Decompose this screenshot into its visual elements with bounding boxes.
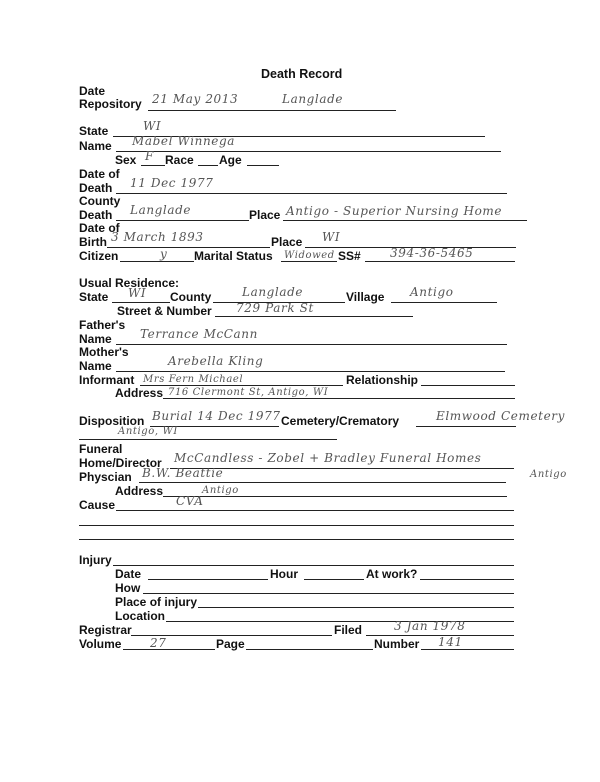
injury-label: Injury	[79, 553, 112, 567]
residence-state-value: WI	[128, 286, 147, 300]
page-title: Death Record	[261, 67, 343, 81]
residence-county-label: County	[170, 290, 212, 304]
cemetery-line	[416, 426, 516, 427]
cemetery-value: Elmwood Cemetery	[436, 409, 565, 423]
citizen-label: Citizen	[79, 249, 119, 263]
sex-value: F	[145, 149, 154, 163]
place-of-birth-label: Place	[271, 235, 303, 249]
cause-line-3	[79, 539, 514, 540]
street-number-label: Street & Number	[117, 304, 212, 318]
date-of-birth-label-2: Birth	[79, 235, 107, 249]
date-of-death-line	[116, 193, 507, 194]
page-line	[246, 649, 373, 650]
at-work-label: At work?	[366, 567, 418, 581]
mother-name-value: Arebella Kling	[168, 354, 264, 368]
name-label: Name	[79, 139, 112, 153]
cause-line-1	[116, 510, 514, 511]
informant-label: Informant	[79, 373, 135, 387]
county-death-label: Death	[79, 208, 113, 222]
street-value: 729 Park St	[236, 301, 314, 315]
date-label: Date	[79, 84, 106, 98]
relationship-label: Relationship	[346, 373, 419, 387]
physician-value: B.W. Beattie	[142, 466, 224, 480]
residence-state-line	[112, 302, 170, 303]
cause-line-2	[79, 525, 514, 526]
state-label: State	[79, 124, 109, 138]
place-of-birth-value: WI	[322, 230, 341, 244]
age-line	[247, 165, 279, 166]
repository-line	[148, 110, 396, 111]
county-of-death-value: Langlade	[130, 203, 192, 217]
name-line	[116, 151, 501, 152]
sex-label: Sex	[115, 153, 137, 167]
hour-label: Hour	[270, 567, 298, 581]
how-label: How	[115, 581, 141, 595]
informant-value: Mrs Fern Michael	[143, 374, 244, 385]
place-of-injury-label: Place of injury	[115, 595, 198, 609]
age-label: Age	[219, 153, 242, 167]
residence-state-label: State	[79, 290, 109, 304]
relationship-line	[421, 385, 515, 386]
informant-address-value: 716 Clermont St, Antigo, WI	[168, 387, 329, 398]
cause-label: Cause	[79, 498, 116, 512]
physician-address-label: Address	[115, 484, 164, 498]
disposition-line-2	[79, 439, 337, 440]
village-value: Antigo	[410, 285, 454, 299]
disposition-label: Disposition	[79, 414, 145, 428]
date-of-death-label-2: Death	[79, 181, 113, 195]
number-label: Number	[374, 637, 420, 651]
marital-status-value: Widowed	[284, 250, 335, 261]
marital-status-label: Marital Status	[194, 249, 273, 263]
street-number-line	[215, 316, 413, 317]
volume-label: Volume	[79, 637, 122, 651]
funeral-place-value: Antigo	[530, 469, 567, 480]
repository-label: Repository	[79, 97, 142, 111]
state-value: WI	[143, 119, 162, 133]
cause-value: CVA	[176, 494, 204, 508]
volume-value: 27	[150, 636, 167, 650]
injury-date-line	[148, 579, 268, 580]
name-value: Mabel Winnega	[132, 134, 236, 148]
county-label: County	[79, 194, 121, 208]
ss-value: 394-36-5465	[390, 246, 474, 260]
citizen-line	[120, 261, 194, 262]
date-of-death-value: 11 Dec 1977	[130, 176, 214, 190]
sex-line	[141, 165, 165, 166]
village-line	[391, 302, 497, 303]
how-line	[143, 593, 514, 594]
funeral-home-value: McCandless - Zobel + Bradley Funeral Homes	[174, 451, 482, 465]
date-of-birth-value: 3 March 1893	[111, 230, 204, 244]
county-death-line	[116, 220, 249, 221]
funeral-label: Funeral	[79, 442, 123, 456]
father-name-value: Terrance McCann	[140, 327, 258, 341]
hour-line	[304, 579, 364, 580]
physician-address-value: Antigo	[202, 485, 239, 496]
home-director-label: Home/Director	[79, 456, 162, 470]
at-work-line	[420, 579, 514, 580]
residence-county-value: Langlade	[242, 285, 304, 299]
location-label: Location	[115, 609, 165, 623]
place-of-death-line	[283, 220, 527, 221]
physician-label: Physcian	[79, 470, 132, 484]
date-of-death-label-1: Date of	[79, 167, 120, 181]
physician-line	[139, 482, 506, 483]
number-line	[421, 649, 514, 650]
ss-line	[365, 261, 515, 262]
cemetery-place-value: Antigo, WI	[118, 426, 178, 437]
filed-value: 3 Jan 1978	[394, 619, 466, 633]
repository-place-value: Langlade	[282, 92, 344, 106]
citizen-value: y	[160, 247, 168, 261]
disposition-value: Burial 14 Dec 1977	[152, 409, 281, 423]
fathers-label: Father's	[79, 318, 126, 332]
date-of-birth-line	[107, 247, 270, 248]
date-of-birth-label-1: Date of	[79, 221, 120, 235]
injury-date-label: Date	[115, 567, 142, 581]
place-of-death-label: Place	[249, 208, 281, 222]
mother-name-label: Name	[79, 359, 112, 373]
village-label: Village	[346, 290, 385, 304]
father-name-line	[116, 344, 507, 345]
cemetery-label: Cemetery/Crematory	[281, 414, 400, 428]
volume-line	[123, 649, 215, 650]
race-label: Race	[165, 153, 194, 167]
father-name-label: Name	[79, 332, 112, 346]
race-line	[198, 165, 218, 166]
place-of-injury-line	[198, 607, 514, 608]
mothers-label: Mother's	[79, 345, 129, 359]
number-value: 141	[438, 635, 463, 649]
mother-name-line	[116, 371, 505, 372]
place-of-death-value: Antigo - Superior Nursing Home	[286, 204, 503, 218]
informant-address-label: Address	[115, 386, 164, 400]
usual-residence-label: Usual Residence:	[79, 276, 180, 290]
filed-label: Filed	[334, 623, 363, 637]
page-label: Page	[216, 637, 245, 651]
repository-date-value: 21 May 2013	[152, 92, 239, 106]
injury-line	[113, 565, 514, 566]
ss-label: SS#	[338, 249, 361, 263]
registrar-label: Registrar	[79, 623, 132, 637]
